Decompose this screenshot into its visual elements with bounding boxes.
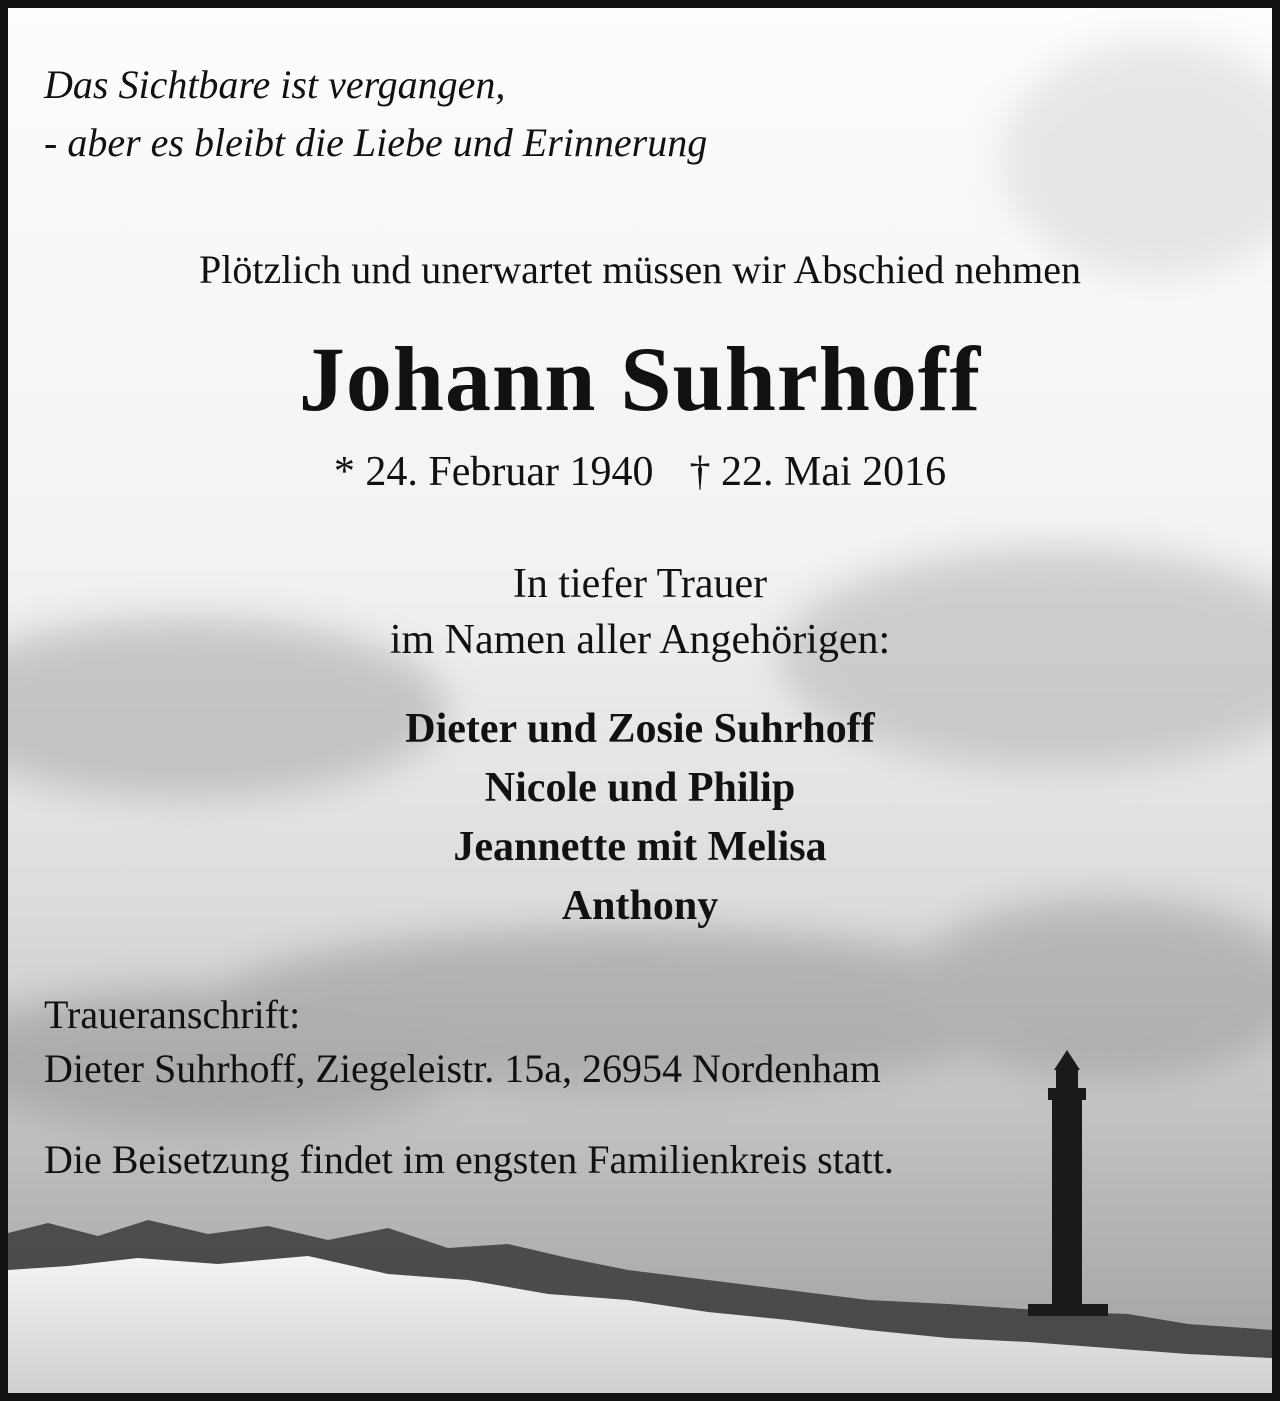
mourning-address <box>44 988 881 1096</box>
family-member: Anthony <box>561 883 719 929</box>
family-list <box>8 700 1272 936</box>
death-date: † 22. Mai 2016 <box>689 449 947 495</box>
mourning-line-2: im Namen aller Angehörigen: <box>389 617 891 663</box>
mourning-line-1: In tiefer Trauer <box>512 561 768 607</box>
deceased-name: Johann Suhrhoff <box>298 328 982 430</box>
birth-date: * 24. Februar 1940 <box>333 449 654 495</box>
family-member: Nicole und Philip <box>484 765 796 811</box>
address-value: Dieter Suhrhoff, Ziegeleistr. 15a, 26954 Nordenham <box>44 1046 881 1091</box>
intro-text: Plötzlich und unerwartet müssen wir Abschied nehmen <box>198 247 1082 292</box>
family-member: Dieter und Zosie Suhrhoff <box>405 706 875 752</box>
address-label: Traueranschrift: <box>44 992 301 1037</box>
family-member: Jeannette mit Melisa <box>453 824 827 870</box>
mourning-text <box>8 556 1272 668</box>
motto-quote <box>44 56 707 172</box>
life-dates <box>8 448 1272 496</box>
motto-line-2: - aber es bleibt die Liebe und Erinnerung <box>44 120 708 165</box>
motto-line-1: Das Sichtbare ist vergangen, <box>44 62 506 107</box>
burial-note: Die Beisetzung findet im engsten Familienkreis statt. <box>44 1137 894 1182</box>
